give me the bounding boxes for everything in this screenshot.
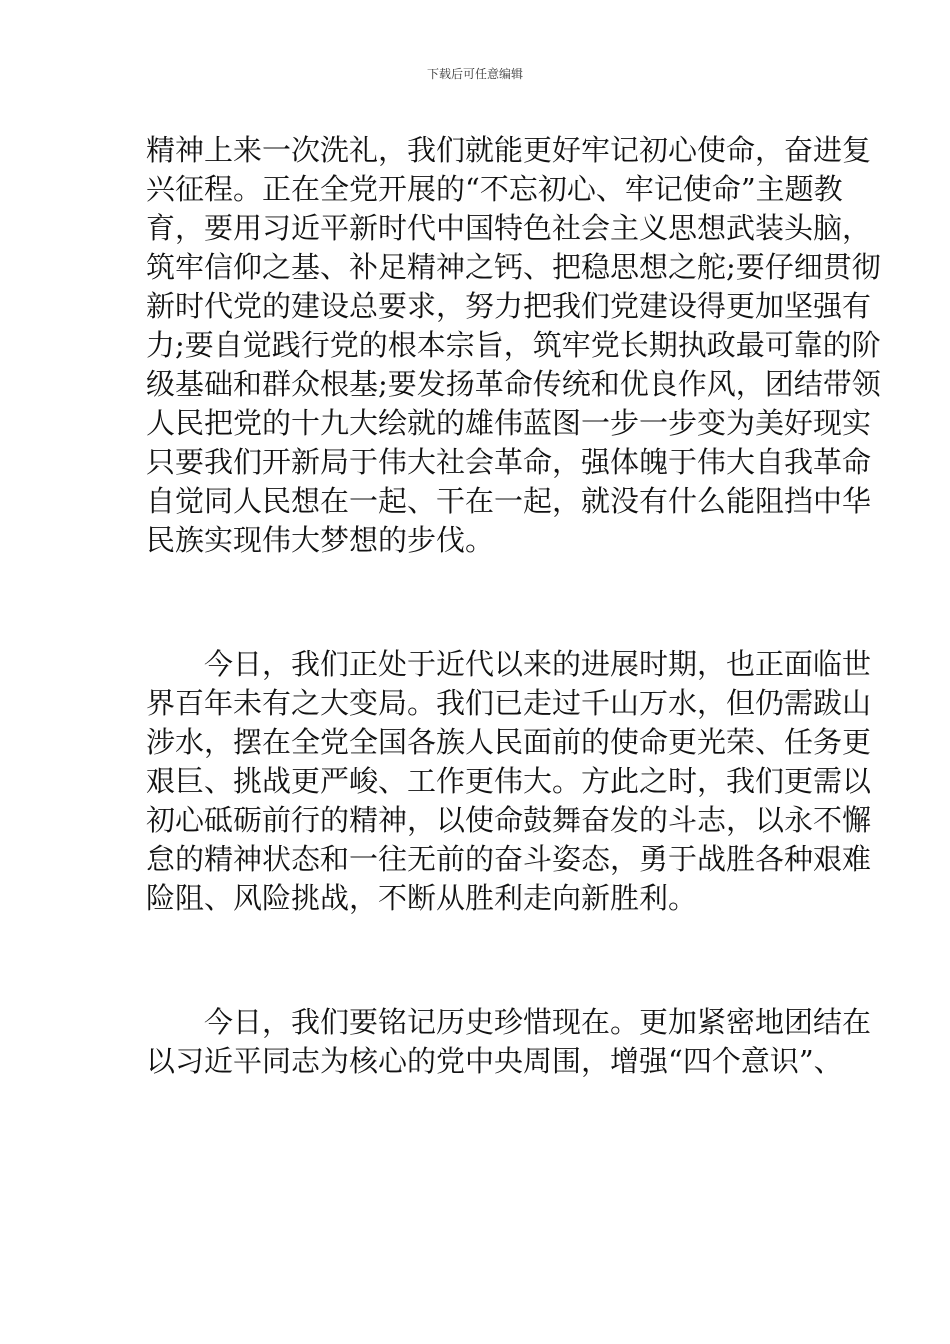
paragraph-spacer: [146, 918, 806, 1003]
text-line: 初心砥砺前行的精神，以使命鼓舞奋发的斗志，以永不懈: [146, 803, 872, 837]
text-line: 今日，我们要铭记历史珍惜现在。更加紧密地团结在: [204, 1005, 872, 1039]
text-line: 新时代党的建设总要求，努力把我们党建设得更加坚强有: [146, 289, 872, 323]
text-line: 力;要自觉践行党的根本宗旨，筑牢党长期执政最可靠的阶: [146, 328, 881, 362]
text-line: 界百年未有之大变局。我们已走过千山万水，但仍需跋山: [146, 686, 872, 720]
text-line: 险阻、风险挑战，不断从胜利走向新胜利。: [146, 881, 698, 915]
text-line: 民族实现伟大梦想的步伐。: [146, 523, 495, 557]
text-line: 精神上来一次洗礼，我们就能更好牢记初心使命，奋进复: [146, 133, 872, 167]
text-line: 育，要用习近平新时代中国特色社会主义思想武装头脑，: [146, 211, 872, 245]
text-line: 级基础和群众根基;要发扬革命传统和优良作风，团结带领: [146, 367, 881, 401]
text-line: 涉水，摆在全党全国各族人民面前的使命更光荣、任务更: [146, 725, 872, 759]
text-line: 筑牢信仰之基、补足精神之钙、把稳思想之舵;要仔细贯彻: [146, 250, 881, 284]
text-line: 今日，我们正处于近代以来的进展时期，也正面临世: [204, 647, 872, 681]
page-header: 下载后可任意编辑: [426, 67, 523, 81]
text-line: 艰巨、挑战更严峻、工作更伟大。方此之时，我们更需以: [146, 764, 872, 798]
text-line: 以习近平同志为核心的党中央周围，增强“四个意识”、: [146, 1044, 843, 1078]
paragraph-2: [146, 645, 872, 918]
paragraph-spacer: [146, 560, 806, 645]
text-line: 只要我们开新局于伟大社会革命，强体魄于伟大自我革命: [146, 445, 872, 479]
text-line: 怠的精神状态和一往无前的奋斗姿态，勇于战胜各种艰难: [146, 842, 872, 876]
paragraph-1: [146, 131, 881, 560]
text-line: 兴征程。正在全党开展的“不忘初心、牢记使命”主题教: [146, 172, 843, 206]
text-line: 人民把党的十九大绘就的雄伟蓝图一步一步变为美好现实: [146, 406, 872, 440]
text-line: 自觉同人民想在一起、干在一起，就没有什么能阻挡中华: [146, 484, 872, 518]
paragraph-3: [146, 1003, 872, 1081]
document-body: [146, 131, 881, 1081]
